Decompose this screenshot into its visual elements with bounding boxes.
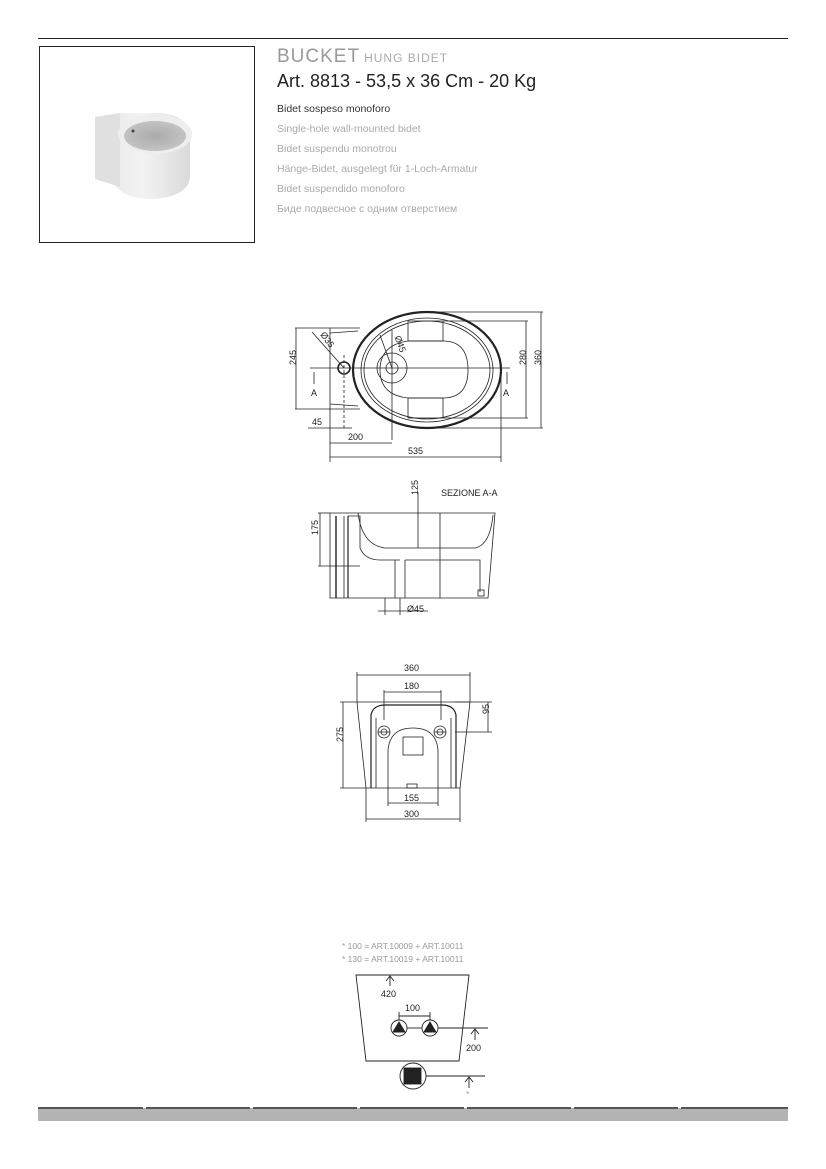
dim-300: 300 xyxy=(404,809,420,819)
dim-d45-top: Ø45 xyxy=(392,334,408,354)
description-de: Hänge-Bidet, ausgelegt für 1-Loch-Armatur xyxy=(277,163,478,175)
top-view-drawing xyxy=(295,312,543,462)
dim-d45-section: Ø45 xyxy=(407,604,425,614)
brand-subtitle: HUNG BIDET xyxy=(364,51,449,65)
dim-100: 100 xyxy=(405,1003,421,1013)
footer-segment xyxy=(467,1107,571,1109)
dim-155: 155 xyxy=(404,793,420,803)
brand-name: BUCKET xyxy=(277,46,361,67)
dim-95: 95 xyxy=(481,703,491,714)
dim-125: 125 xyxy=(410,479,420,495)
dim-star: * xyxy=(466,1089,470,1099)
dim-360-top: 360 xyxy=(533,349,543,365)
dim-535: 535 xyxy=(408,446,424,456)
section-view-drawing xyxy=(318,492,495,615)
dim-180: 180 xyxy=(404,681,420,691)
dim-200: 200 xyxy=(348,432,364,442)
article-spec: Art. 8813 - 53,5 x 36 Cm - 20 Kg xyxy=(277,71,537,91)
install-note-1: * 100 = ART.10009 + ART.10011 xyxy=(342,941,464,951)
dim-200-install: 200 xyxy=(466,1043,482,1053)
description-en: Single-hole wall-mounted bidet xyxy=(277,123,421,135)
install-note-2: * 130 = ART.10019 + ART.10011 xyxy=(342,954,464,964)
footer-segment xyxy=(38,1107,143,1109)
dim-175: 175 xyxy=(310,519,320,535)
footer-segment xyxy=(360,1107,464,1109)
footer-bar xyxy=(38,1108,788,1121)
install-view-drawing xyxy=(356,975,488,1089)
dim-245: 245 xyxy=(288,349,298,365)
dim-45: 45 xyxy=(312,417,323,427)
footer-segment xyxy=(146,1107,250,1109)
dim-360-rear: 360 xyxy=(404,663,420,673)
dim-280: 280 xyxy=(518,349,528,365)
dim-d35: Ø35 xyxy=(318,329,337,350)
footer-segment xyxy=(681,1107,788,1109)
footer-segment xyxy=(253,1107,357,1109)
footer-segment xyxy=(574,1107,678,1109)
dim-420: 420 xyxy=(381,989,397,999)
description-fr: Bidet suspendu monotrou xyxy=(277,143,397,155)
section-title: SEZIONE A-A xyxy=(441,488,498,498)
section-marker-right: A xyxy=(503,388,510,398)
description-it: Bidet sospeso monoforo xyxy=(277,103,391,115)
section-marker-left: A xyxy=(311,388,318,398)
dim-275: 275 xyxy=(335,726,345,742)
description-es: Bidet suspendido monoforo xyxy=(277,183,405,195)
description-ru: Биде подвесное с одним отверстием xyxy=(277,203,458,215)
